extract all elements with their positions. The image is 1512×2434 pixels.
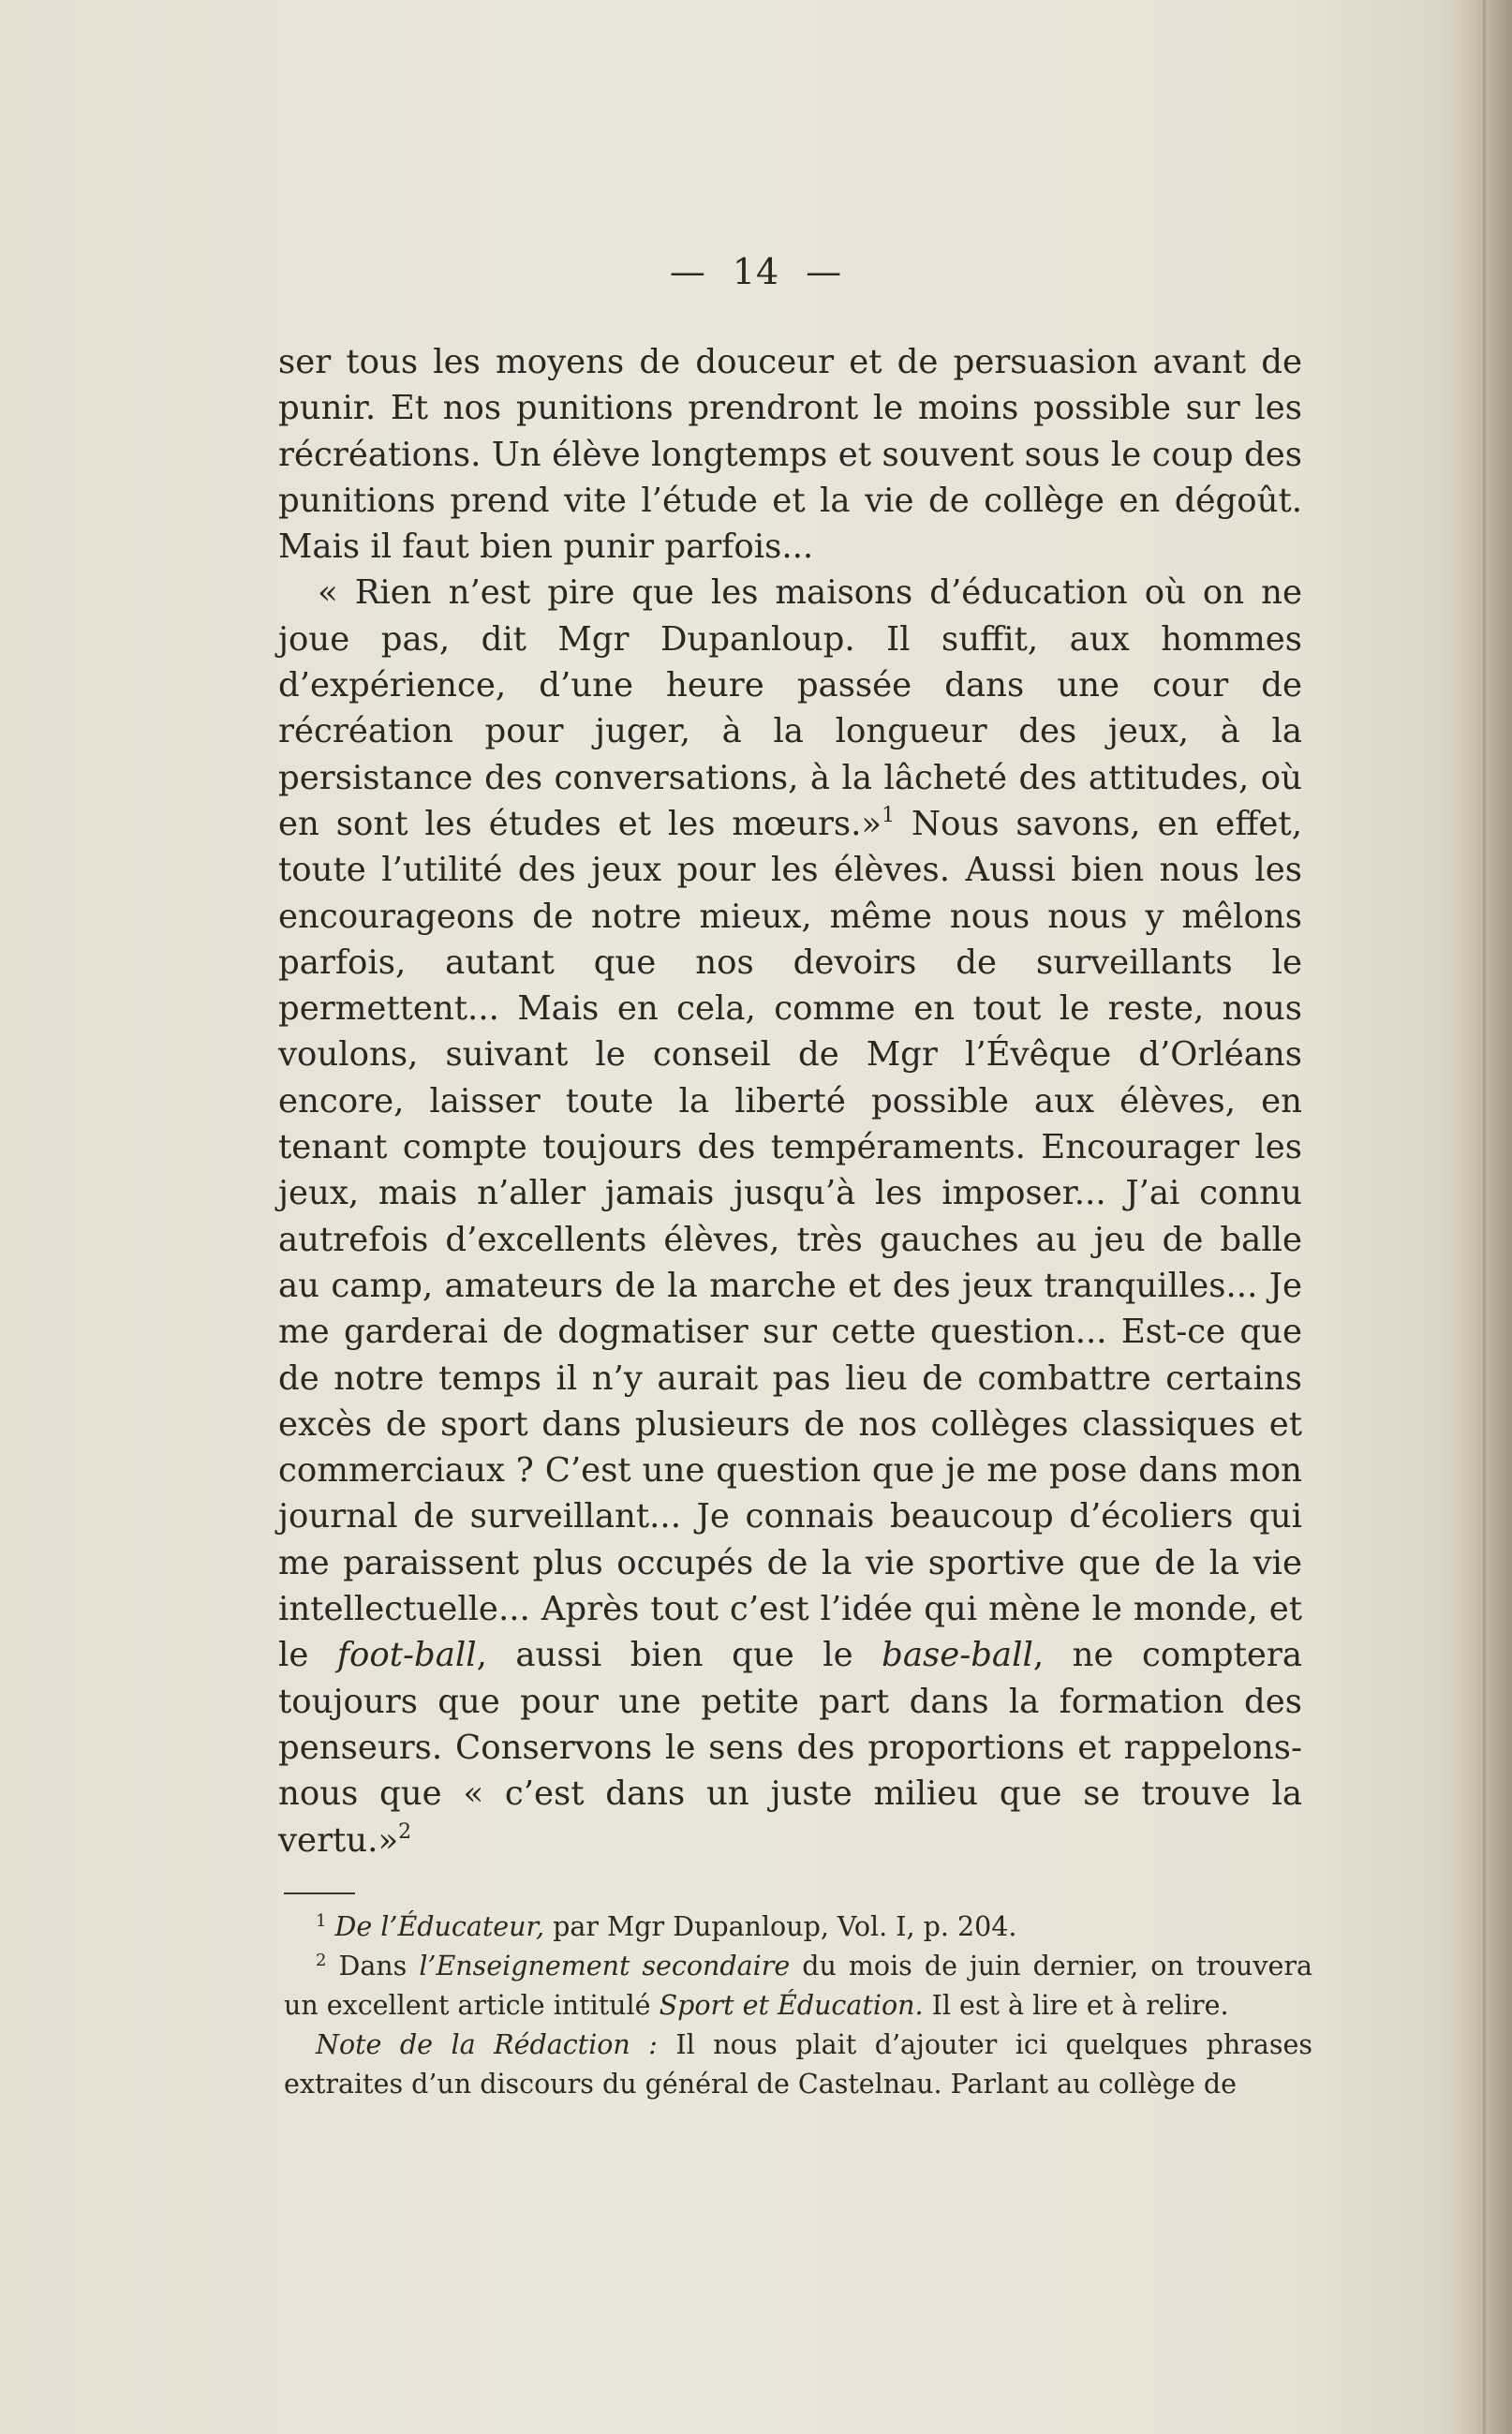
footnote-2-number: 2: [316, 1951, 327, 1970]
paragraph-2: [278, 570, 1302, 1863]
footnote-1-title: De l’Éducateur,: [334, 1911, 545, 1942]
footnote-ref-1: 1: [882, 803, 896, 827]
footnote-ref-2: 2: [398, 1819, 412, 1844]
editor-note-text: Il nous plait d’ajouter ici quelques phrases extraites d’un discours du général de Castelnau. Parlant au collège de: [284, 2029, 1313, 2100]
footnote-1-text: par Mgr Dupanloup, Vol. I, p. 204.: [544, 1911, 1017, 1942]
page-number-dash-left: —: [669, 251, 706, 292]
editor-note-label: Note de la Rédaction :: [316, 2029, 658, 2060]
paragraph-2-text: Nous savons, en effet, toute l’utilité des jeux pour les élèves. Aussi bien nous les encourageons de notre mieux, même nous nous y mêlons parfois, autant que nos devoirs de surveillants le permettent... Mais en cela, comme en tout le reste, nous voulons, suivant le conseil de Mgr l’Évêque d’Orléans encore, laisser toute la liberté possible aux élèves, en tenant compte toujours des tempéraments. Encourager les jeux, mais n’aller jamais jusqu’à les imposer... J’ai connu autrefois d’excellents élèves, très gauches au jeu de balle au camp, amateurs de la marche et des jeux tranquilles... Je me garderai de dogmatiser sur cette question... Est-ce que de notre temps il n’y aurait pas lieu de combattre certains excès de sport dans plusieurs de nos collèges classiques et commerciaux ? C’est une question que je me pose dans mon journal de surveillant... Je connais beaucoup d’écoliers qui me paraissent plus occupés de la vie sportive que de la vie intellectuelle... Après tout c’est l’idée qui mène le monde, et le: [278, 804, 1302, 1675]
footnote-2-pre: Dans: [326, 1951, 420, 1981]
page-edge-shadow: [1456, 0, 1512, 2434]
paragraph-1: ser tous les moyens de douceur et de persuasion avant de punir. Et nos punitions prendront le moins possible sur les récréations. Un élève longtemps et souvent sous le coup des punitions prend vite l’étude et la vie de collège en dégoût. Mais il faut bien punir parfois...: [278, 343, 1302, 567]
term-base-ball: base-ball: [882, 1636, 1033, 1675]
page-number: [0, 251, 1512, 292]
footnote-1: [284, 1907, 1312, 1947]
paragraph-2-text-2: , aussi bien que le: [476, 1636, 882, 1675]
page-number-value: 14: [732, 251, 780, 292]
footnote-2-title: l’Enseignement secondaire: [419, 1951, 791, 1981]
footnotes: [284, 1907, 1312, 2104]
editor-note: [284, 2026, 1312, 2104]
footnote-2-article: Sport et Éducation.: [659, 1990, 924, 2021]
footnote-1-number: 1: [316, 1911, 327, 1931]
footnote-2-text: du mois de juin dernier, on trouvera un excellent article intitulé: [284, 1951, 1312, 2021]
footnote-2-end: Il est à lire et à relire.: [923, 1990, 1229, 2021]
page-number-dash-right: —: [806, 251, 843, 292]
footnote-2: [284, 1947, 1312, 2026]
footnote-divider: [284, 1892, 355, 1894]
paragraph-2-text-3: , ne comptera toujours que pour une petite part dans la formation des penseurs. Conservons le sens des proportions et rappelons-nous que « c’est dans un juste milieu que se trouve la vertu.»: [278, 1636, 1303, 1860]
dupanloup-quote: « Rien n’est pire que les maisons d’éducation où on ne joue pas, dit Mgr Dupanloup. Il suffit, aux hommes d’expérience, d’une heure passée dans une cour de récréation pour juger, à la longueur des jeux, à la persistance des conversations, à la lâcheté des attitudes, où en sont les études et les mœurs.»: [278, 573, 1302, 843]
body-text: [278, 339, 1302, 1863]
term-foot-ball: foot-ball: [336, 1636, 477, 1675]
